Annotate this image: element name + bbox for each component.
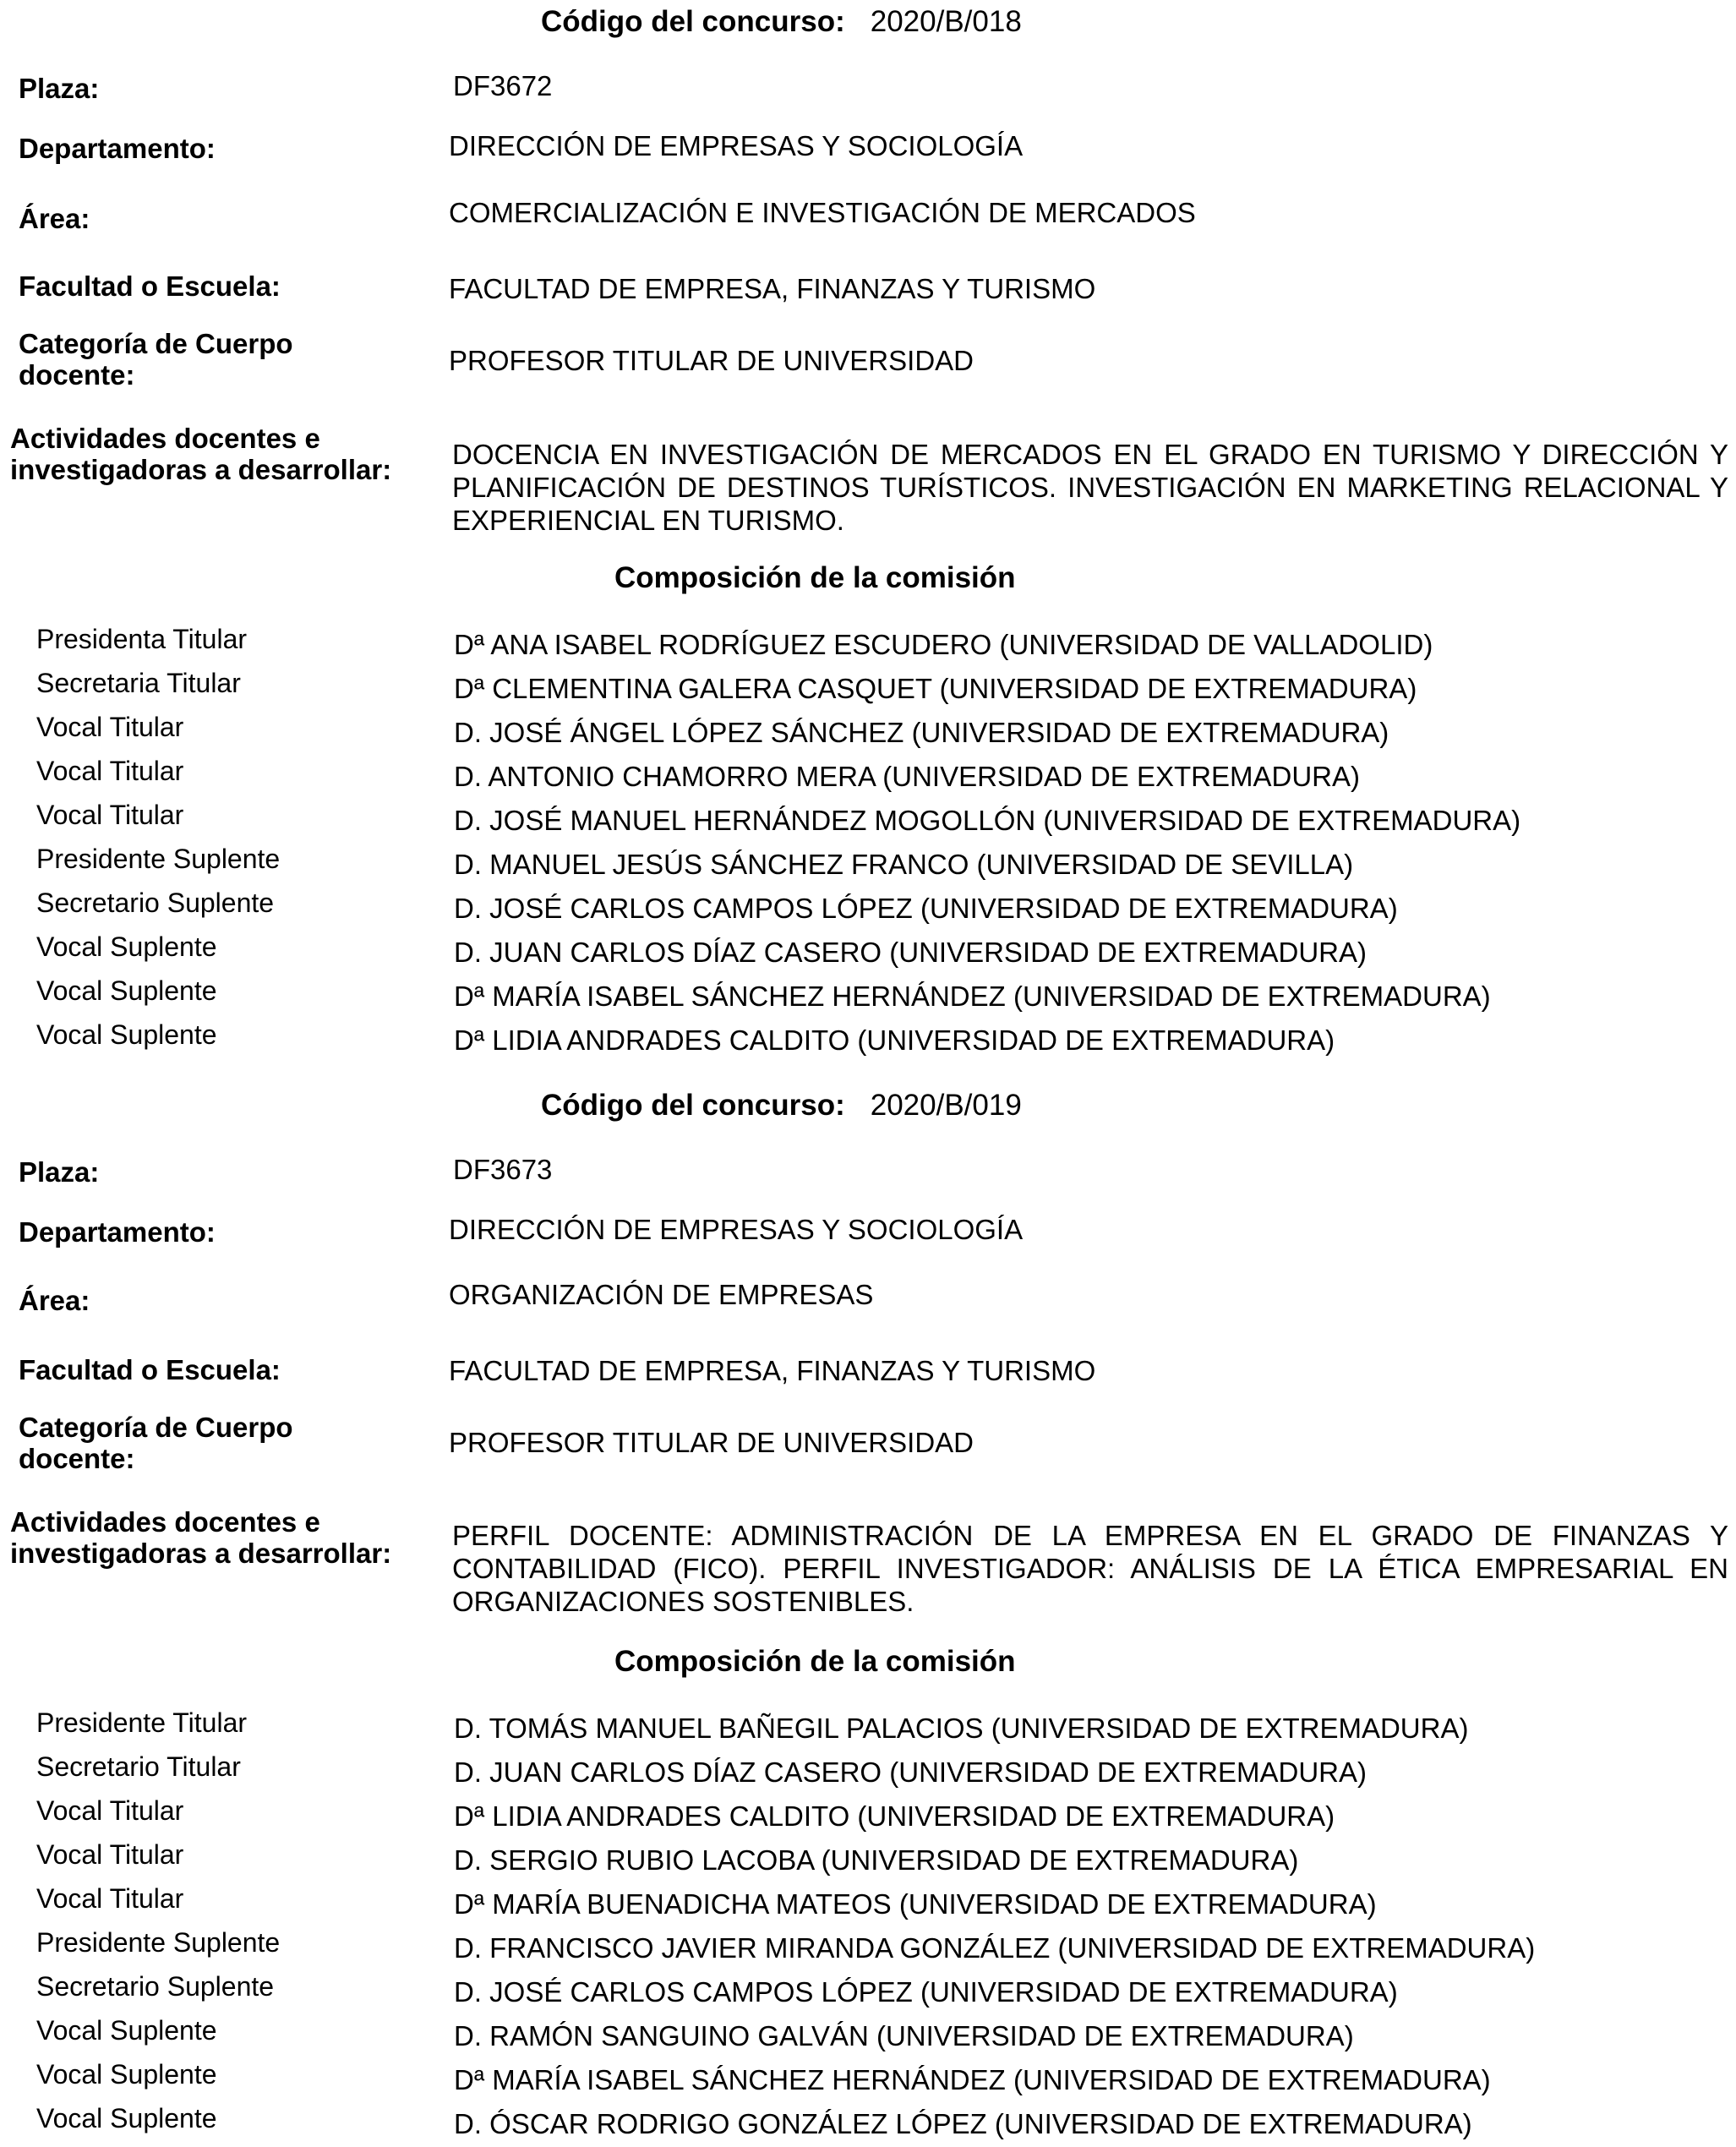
member-role: Vocal Titular bbox=[36, 800, 184, 830]
member-name: Dª LIDIA ANDRADES CALDITO (UNIVERSIDAD DE EXTREMADURA) bbox=[454, 1024, 1335, 1056]
actividades-value: PERFIL DOCENTE: ADMINISTRACIÓN DE LA EMPRESA EN EL GRADO DE FINANZAS Y CONTABILIDAD (FICO). PERFIL INVESTIGADOR: ANÁLISIS DE LA ÉTICA EMPRESARIAL EN ORGANIZACIONES SOSTENIBLES. bbox=[452, 1520, 1728, 1617]
member-name: D. ÓSCAR RODRIGO GONZÁLEZ LÓPEZ (UNIVERSIDAD DE EXTREMADURA) bbox=[454, 2108, 1472, 2139]
facultad-label: Facultad o Escuela: bbox=[19, 1354, 281, 1385]
categoria-value: PROFESOR TITULAR DE UNIVERSIDAD bbox=[449, 1427, 974, 1458]
commission-title: Composición de la comisión bbox=[614, 561, 1016, 594]
member-role: Vocal Suplente bbox=[36, 2059, 217, 2090]
member-role: Secretario Titular bbox=[36, 1751, 241, 1782]
member-role: Vocal Titular bbox=[36, 1839, 184, 1870]
member-role: Secretario Suplente bbox=[36, 888, 275, 918]
commission-title: Composición de la comisión bbox=[614, 1645, 1016, 1678]
member-role: Vocal Suplente bbox=[36, 2015, 217, 2046]
member-name: Dª ANA ISABEL RODRÍGUEZ ESCUDERO (UNIVERSIDAD DE VALLADOLID) bbox=[454, 629, 1433, 660]
area-value: ORGANIZACIÓN DE EMPRESAS bbox=[449, 1279, 874, 1310]
member-name: D. JOSÉ CARLOS CAMPOS LÓPEZ (UNIVERSIDAD DE EXTREMADURA) bbox=[454, 893, 1398, 924]
area-label: Área: bbox=[19, 203, 90, 234]
categoria-label-line: docente: bbox=[19, 1443, 135, 1474]
contest-code-value: 2020/B/018 bbox=[870, 5, 1022, 38]
contest-code-heading bbox=[541, 1089, 1022, 1123]
member-role: Vocal Titular bbox=[36, 712, 184, 742]
member-role: Presidente Titular bbox=[36, 1707, 248, 1738]
member-role: Presidenta Titular bbox=[36, 624, 248, 654]
member-name: Dª CLEMENTINA GALERA CASQUET (UNIVERSIDAD DE EXTREMADURA) bbox=[454, 673, 1417, 704]
member-name: Dª MARÍA BUENADICHA MATEOS (UNIVERSIDAD DE EXTREMADURA) bbox=[454, 1888, 1377, 1920]
contest-code-label: Código del concurso: bbox=[541, 5, 845, 38]
plaza-label: Plaza: bbox=[19, 1156, 100, 1188]
member-name: D. JOSÉ CARLOS CAMPOS LÓPEZ (UNIVERSIDAD DE EXTREMADURA) bbox=[454, 1976, 1398, 2008]
plaza-value: DF3673 bbox=[453, 1154, 553, 1185]
member-name: Dª LIDIA ANDRADES CALDITO (UNIVERSIDAD DE EXTREMADURA) bbox=[454, 1800, 1335, 1832]
facultad-value: FACULTAD DE EMPRESA, FINANZAS Y TURISMO bbox=[449, 1355, 1096, 1386]
departamento-value: DIRECCIÓN DE EMPRESAS Y SOCIOLOGÍA bbox=[449, 1214, 1024, 1245]
member-name: D. RAMÓN SANGUINO GALVÁN (UNIVERSIDAD DE EXTREMADURA) bbox=[454, 2020, 1354, 2051]
contest-code-label: Código del concurso: bbox=[541, 1089, 845, 1122]
member-role: Presidente Suplente bbox=[36, 844, 281, 874]
member-role: Vocal Suplente bbox=[36, 931, 217, 962]
member-name: D. JOSÉ ÁNGEL LÓPEZ SÁNCHEZ (UNIVERSIDAD DE EXTREMADURA) bbox=[454, 717, 1389, 748]
categoria-label-line: Categoría de Cuerpo bbox=[19, 1412, 293, 1443]
categoria-label-line: docente: bbox=[19, 359, 135, 391]
departamento-value: DIRECCIÓN DE EMPRESAS Y SOCIOLOGÍA bbox=[449, 130, 1024, 161]
member-name: D. TOMÁS MANUEL BAÑEGIL PALACIOS (UNIVERSIDAD DE EXTREMADURA) bbox=[454, 1713, 1469, 1744]
member-name: D. FRANCISCO JAVIER MIRANDA GONZÁLEZ (UNIVERSIDAD DE EXTREMADURA) bbox=[454, 1932, 1536, 1964]
member-role: Vocal Titular bbox=[36, 756, 184, 786]
member-name: D. JUAN CARLOS DÍAZ CASERO (UNIVERSIDAD DE EXTREMADURA) bbox=[454, 937, 1367, 968]
member-name: Dª MARÍA ISABEL SÁNCHEZ HERNÁNDEZ (UNIVERSIDAD DE EXTREMADURA) bbox=[454, 981, 1491, 1012]
member-name: D. SERGIO RUBIO LACOBA (UNIVERSIDAD DE EXTREMADURA) bbox=[454, 1844, 1299, 1876]
member-role: Secretaria Titular bbox=[36, 668, 241, 698]
categoria-label-line: Categoría de Cuerpo bbox=[19, 328, 293, 359]
actividades-label-line: Actividades docentes e bbox=[10, 423, 320, 454]
contest-code-value: 2020/B/019 bbox=[870, 1089, 1022, 1122]
area-label: Área: bbox=[19, 1285, 90, 1316]
facultad-value: FACULTAD DE EMPRESA, FINANZAS Y TURISMO bbox=[449, 273, 1096, 304]
actividades-value: DOCENCIA EN INVESTIGACIÓN DE MERCADOS EN EL GRADO EN TURISMO Y DIRECCIÓN Y PLANIFICACIÓN DE DESTINOS TURÍSTICOS. INVESTIGACIÓN EN MARKETING RELACIONAL Y EXPERIENCIAL EN TURISMO. bbox=[452, 439, 1728, 536]
facultad-label: Facultad o Escuela: bbox=[19, 270, 281, 302]
categoria-value: PROFESOR TITULAR DE UNIVERSIDAD bbox=[449, 345, 974, 376]
departamento-label: Departamento: bbox=[19, 1216, 216, 1248]
member-role: Vocal Suplente bbox=[36, 2103, 217, 2133]
categoria-label bbox=[19, 1412, 293, 1474]
member-role: Vocal Titular bbox=[36, 1883, 184, 1914]
member-role: Vocal Titular bbox=[36, 1795, 184, 1826]
member-role: Presidente Suplente bbox=[36, 1927, 281, 1958]
member-name: D. ANTONIO CHAMORRO MERA (UNIVERSIDAD DE EXTREMADURA) bbox=[454, 761, 1361, 792]
actividades-label-line: investigadoras a desarrollar: bbox=[10, 1538, 392, 1569]
plaza-value: DF3672 bbox=[453, 70, 553, 101]
actividades-label bbox=[10, 423, 391, 485]
departamento-label: Departamento: bbox=[19, 133, 216, 164]
actividades-label-line: Actividades docentes e bbox=[10, 1506, 320, 1538]
member-role: Vocal Suplente bbox=[36, 975, 217, 1006]
plaza-label: Plaza: bbox=[19, 73, 100, 104]
member-role: Vocal Suplente bbox=[36, 1019, 217, 1050]
actividades-label bbox=[10, 1506, 391, 1569]
member-name: D. JOSÉ MANUEL HERNÁNDEZ MOGOLLÓN (UNIVERSIDAD DE EXTREMADURA) bbox=[454, 805, 1521, 836]
member-name: D. JUAN CARLOS DÍAZ CASERO (UNIVERSIDAD DE EXTREMADURA) bbox=[454, 1756, 1367, 1788]
categoria-label bbox=[19, 328, 293, 391]
member-name: D. MANUEL JESÚS SÁNCHEZ FRANCO (UNIVERSIDAD DE SEVILLA) bbox=[454, 849, 1354, 880]
member-role: Secretario Suplente bbox=[36, 1971, 275, 2002]
member-name: Dª MARÍA ISABEL SÁNCHEZ HERNÁNDEZ (UNIVERSIDAD DE EXTREMADURA) bbox=[454, 2064, 1491, 2095]
actividades-label-line: investigadoras a desarrollar: bbox=[10, 454, 392, 485]
contest-code-heading bbox=[541, 5, 1022, 39]
area-value: COMERCIALIZACIÓN E INVESTIGACIÓN DE MERCADOS bbox=[449, 197, 1196, 228]
